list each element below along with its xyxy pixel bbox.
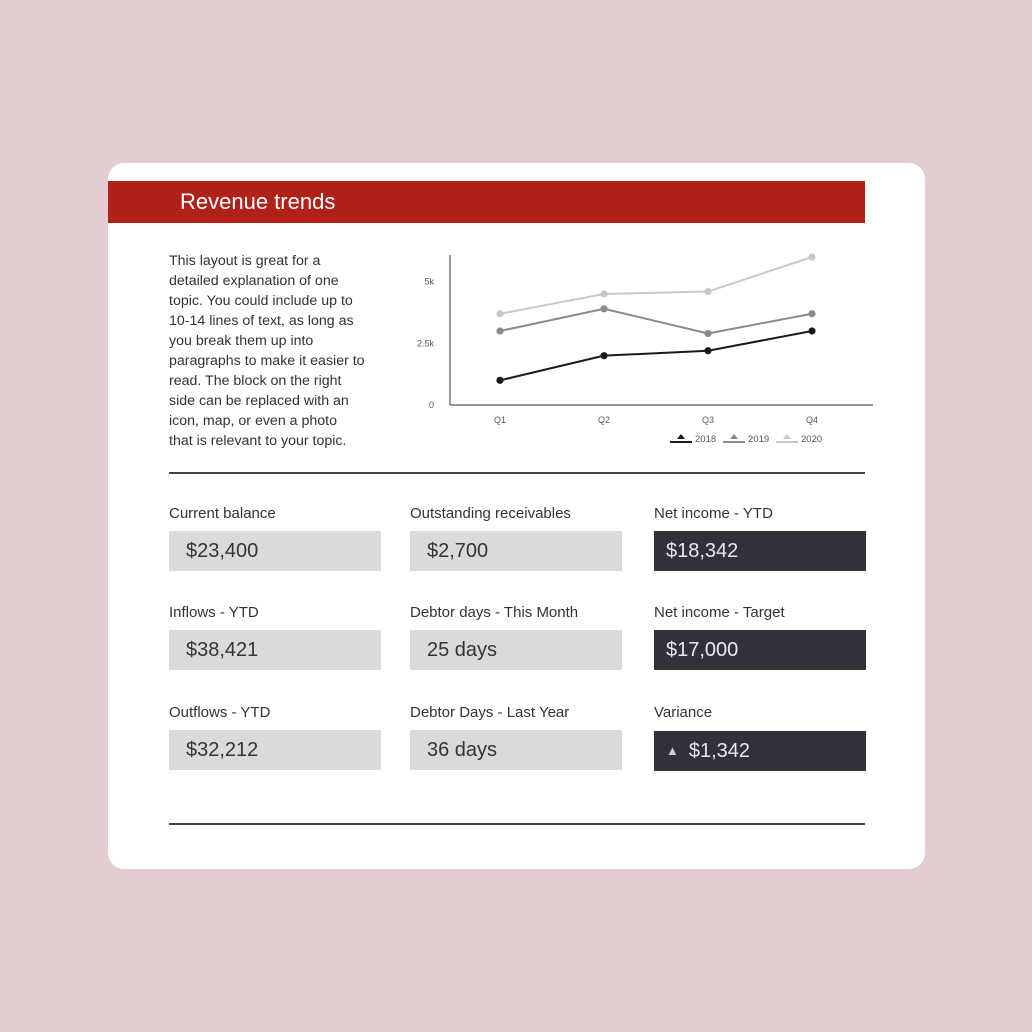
data-point-2020	[600, 290, 607, 297]
debtor-days-last-year-label: Debtor Days - Last Year	[410, 704, 570, 721]
data-point-2019	[704, 330, 711, 337]
y-tick-label: 0	[428, 400, 434, 410]
x-tick-label: Q2	[597, 415, 611, 425]
data-point-2019	[808, 310, 815, 317]
y-tick-label: 2.5k	[416, 338, 434, 349]
data-point-2019	[496, 327, 503, 334]
header-bar	[108, 181, 865, 223]
data-point-2018	[600, 352, 607, 359]
net-income-target-label: Net income - Target	[654, 604, 785, 621]
debtor-days-month-value: 25 days	[410, 630, 622, 670]
inflows-ytd-label: Inflows - YTD	[169, 604, 259, 621]
dashboard-card	[108, 163, 925, 869]
legend-label-2018: 2018	[695, 434, 717, 445]
data-point-2020	[704, 288, 711, 295]
legend-label-2019: 2019	[748, 434, 770, 445]
legend-label-2020: 2020	[801, 434, 823, 445]
x-tick-label: Q3	[701, 415, 715, 425]
debtor-days-last-year-value: 36 days	[410, 730, 622, 770]
series-line-2019	[500, 309, 812, 334]
outflows-ytd-value: $32,212	[169, 730, 381, 770]
x-tick-label: Q4	[805, 415, 819, 425]
series-line-2018	[500, 331, 812, 380]
series-line-2020	[500, 257, 812, 314]
page-title: Revenue trends	[180, 189, 336, 214]
outstanding-receivables-label: Outstanding receivables	[410, 505, 571, 522]
data-point-2018	[704, 347, 711, 354]
debtor-days-month-label: Debtor days - This Month	[410, 604, 579, 621]
variance-label: Variance	[654, 704, 713, 721]
variance-value-box	[654, 731, 866, 771]
y-tick-label: 5k	[424, 276, 434, 287]
data-point-2018	[496, 377, 503, 384]
data-point-2020	[808, 253, 815, 260]
data-point-2018	[808, 327, 815, 334]
divider-bottom	[169, 823, 865, 825]
triangle-up-icon: ▲	[666, 743, 679, 758]
current-balance-value: $23,400	[169, 531, 381, 571]
variance-value: $1,342	[688, 740, 751, 762]
outflows-ytd-label: Outflows - YTD	[169, 704, 271, 721]
current-balance-label: Current balance	[169, 505, 276, 522]
outstanding-receivables-value: $2,700	[410, 531, 622, 571]
net-income-ytd-value: $18,342	[654, 531, 866, 571]
legend-marker-2019	[730, 434, 738, 439]
x-tick-label: Q1	[493, 415, 507, 425]
divider-top	[169, 472, 865, 474]
revenue-line-chart	[408, 245, 878, 445]
legend-marker-2018	[677, 434, 685, 439]
legend-marker-2020	[783, 434, 791, 439]
data-point-2020	[496, 310, 503, 317]
inflows-ytd-value: $38,421	[169, 630, 381, 670]
data-point-2019	[600, 305, 607, 312]
intro-text: This layout is great for a detailed explanation of one topic. You could include up to 10-14 lines of text, as long as you break them up into paragraphs to make it easier to read. The block on the right side can be replaced with an icon, map, or even a photo that is relevant to your topic.	[169, 253, 365, 449]
net-income-ytd-label: Net income - YTD	[654, 505, 773, 522]
net-income-target-value: $17,000	[654, 630, 866, 670]
